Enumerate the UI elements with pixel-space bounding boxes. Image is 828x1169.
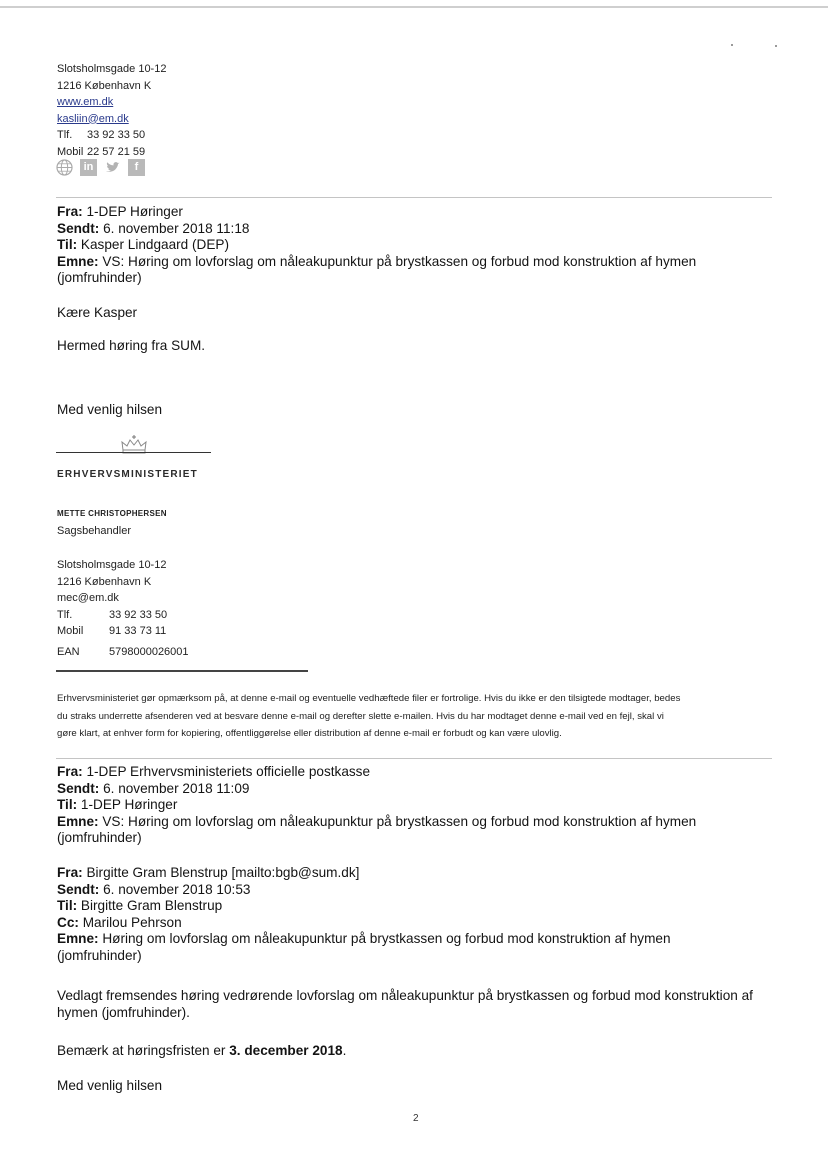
email1-to-label: Til: [57, 237, 78, 253]
signature-name: METTE CHRISTOPHERSEN [57, 509, 167, 518]
globe-icon[interactable] [56, 159, 73, 176]
email3-subject-cont: (jomfruhinder) [57, 947, 142, 963]
email3-cc: Marilou Pehrson [82, 914, 182, 930]
email2-sent-label: Sendt: [57, 780, 100, 796]
email1-header [57, 204, 696, 287]
signature-address-line1: Slotsholmsgade 10-12 [57, 559, 167, 571]
deadline-date: 3. december 2018 [229, 1043, 343, 1058]
twitter-icon[interactable] [104, 159, 121, 176]
scan-top-edge [0, 6, 828, 8]
disclaimer-line: du straks underrette afsenderen ved at besvare denne e-mail og derefter slette e-mailen. Hvis du har modtaget denne e-mail ved en fejl, skal vi [57, 710, 664, 722]
scan-speck [775, 45, 777, 47]
social-icons-row [56, 159, 145, 176]
email3-body [57, 987, 753, 1021]
email2-from: 1-DEP Erhvervsministeriets officielle postkasse [86, 764, 371, 779]
signature-title: Sagsbehandler [57, 525, 132, 537]
sender-email-link[interactable]: kasliin@em.dk [57, 112, 129, 125]
sender-contact-block [57, 61, 166, 160]
sender-address-line2: 1216 København K [57, 79, 152, 92]
email3-from-label: Fra: [57, 865, 83, 880]
email3-header [57, 865, 671, 965]
email3-from: Birgitte Gram Blenstrup [mailto:bgb@sum.dk] [86, 865, 360, 880]
email2-subject-cont: (jomfruhinder) [57, 830, 142, 846]
email3-subject-label: Emne: [57, 931, 99, 947]
email1-subject: VS: Høring om lovforslag om nåleakupunktur på brystkassen og forbud mod konstruktion af hymen [102, 253, 697, 269]
email2-to-label: Til: [57, 797, 78, 813]
email2-sent: 6. november 2018 11:09 [103, 780, 250, 796]
email3-sent: 6. november 2018 10:53 [103, 881, 251, 897]
sender-mobil: 22 57 21 59 [87, 145, 146, 158]
linkedin-icon[interactable]: in [80, 159, 97, 176]
email3-subject: Høring om lovforslag om nåleakupunktur på brystkassen og forbud mod konstruktion af hymen [102, 931, 671, 947]
sender-web-link[interactable]: www.em.dk [57, 96, 114, 108]
signature-email: mec@em.dk [57, 592, 119, 604]
email1-to: Kasper Lindgaard (DEP) [80, 237, 230, 253]
email3-sent-label: Sendt: [57, 881, 100, 897]
email3-to-label: Til: [57, 898, 78, 914]
facebook-icon[interactable]: f [128, 159, 145, 176]
email3-body-line: hymen (jomfruhinder). [57, 1005, 190, 1020]
email2-header [57, 764, 696, 847]
email1-from: 1-DEP Høringer [86, 204, 183, 219]
email1-closing: Med venlig hilsen [57, 402, 163, 417]
email1-greeting: Kære Kasper [57, 305, 138, 320]
email3-body-line: Vedlagt fremsendes høring vedrørende lovforslag om nåleakupunktur på brystkassen og forbud mod konstruktion af [57, 988, 753, 1003]
signature-tlf-label: Tlf. [57, 608, 73, 621]
signature-address-line2: 1216 København K [57, 575, 152, 588]
email3-cc-label: Cc: [57, 914, 79, 930]
deadline-note-prefix: Bemærk at høringsfristen er [57, 1043, 230, 1058]
logo-divider-line [56, 452, 211, 453]
signature-contact-block [57, 557, 189, 660]
signature-ean: 5798000026001 [109, 645, 189, 658]
brand-logo-text: ERHVERVSMINISTERIET [57, 469, 198, 480]
confidentiality-disclaimer [57, 690, 680, 743]
email1-body: Hermed høring fra SUM. [57, 338, 206, 353]
scan-speck [731, 44, 733, 46]
separator-rule [56, 758, 772, 759]
sender-tlf-label: Tlf. [57, 129, 73, 141]
signature-mobil-label: Mobil [57, 625, 84, 637]
email2-from-label: Fra: [57, 764, 83, 779]
email2-subject: VS: Høring om lovforslag om nåleakupunktur på brystkassen og forbud mod konstruktion af hymen [102, 813, 697, 829]
email1-sent: 6. november 2018 11:18 [103, 220, 250, 236]
sender-tlf: 33 92 33 50 [87, 129, 146, 141]
signature-ean-label: EAN [57, 645, 80, 658]
sender-address-line1: Slotsholmsgade 10-12 [57, 63, 167, 75]
email2-subject-label: Emne: [57, 813, 99, 829]
signature-tlf: 33 92 33 50 [109, 608, 168, 621]
email2-to: 1-DEP Høringer [80, 797, 178, 813]
disclaimer-line: Erhvervsministeriet gør opmærksom på, at denne e-mail og eventuelle vedhæftede filer er fortrolige. Hvis du ikke er den tilsigtede modtager, bedes [57, 693, 681, 704]
signature-mobil: 91 33 73 11 [109, 625, 167, 637]
email3-closing: Med venlig hilsen [57, 1078, 163, 1093]
sender-mobil-label: Mobil [57, 145, 84, 158]
email1-subject-label: Emne: [57, 253, 99, 269]
disclaimer-line: gøre klart, at enhver form for kopiering, offentliggørelse eller distribution af denne e-mail er forbudt og kan være ulovlig. [57, 728, 562, 739]
email1-sent-label: Sendt: [57, 220, 100, 236]
separator-rule [56, 197, 772, 198]
deadline-note-suffix: . [342, 1043, 347, 1058]
email3-deadline-note [57, 1042, 346, 1059]
email1-from-label: Fra: [57, 204, 83, 219]
page-number: 2 [413, 1113, 419, 1124]
email3-to: Birgitte Gram Blenstrup [80, 898, 223, 914]
email1-subject-cont: (jomfruhinder) [57, 270, 142, 286]
crown-logo-icon [117, 434, 151, 463]
signature-divider [56, 670, 308, 672]
